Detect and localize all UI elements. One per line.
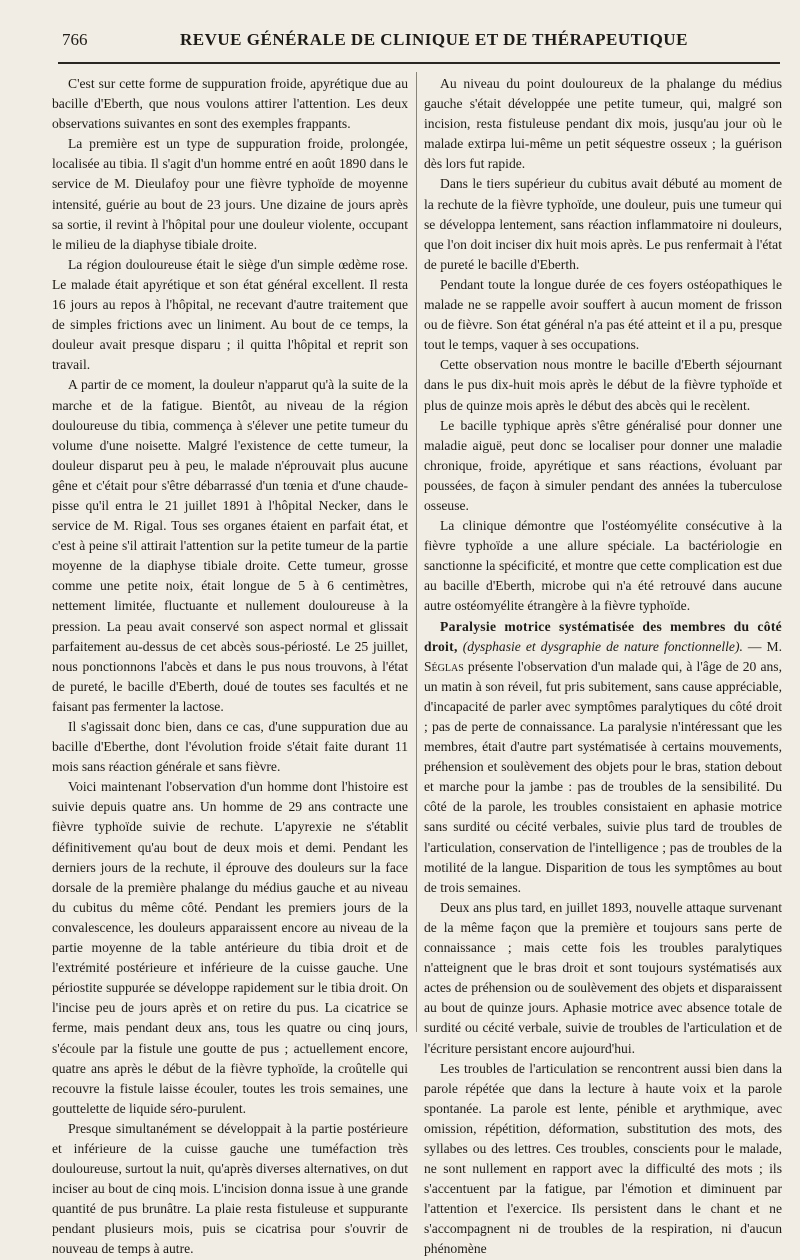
paragraph: Au niveau du point douloureux de la phalange du médius gauche s'était développée une petite tumeur, qui, malgré son incision, resta fistuleuse pendant dix mois, jusqu'au jour où le malade extirpa lui-même un petit séquestre osseux ; la guérison dès lors fut rapide. [424, 76, 782, 172]
column-divider [416, 72, 417, 1032]
paragraph: La première est un type de suppuration froide, prolongée, localisée au tibia. Il s'agit d'un homme entré en août 1890 dans le service de M. Dieulafoy pour une fièvre typhoïde de moyenne intensité, guérie au bout de 23 jours. Une dizaine de jours après sa sortie, il revint à l'hôpital pour une douleur violente, occupant le milieu de la diaphyse tibiale droite. [52, 136, 408, 252]
paragraph: La région douloureuse était le siège d'un simple œdème rose. Le malade était apyrétique et son état général excellent. Il resta 16 jours au repos à l'hôpital, ne recevant d'autre traitement que de simples frictions avec un liniment. Au bout de ce temps, la douleur avait presque disparu ; il quitta l'hôpital et reprit son travail. [52, 256, 408, 373]
page-number: 766 [62, 30, 88, 49]
section-dash: — [742, 638, 767, 654]
paragraph: Deux ans plus tard, en juillet 1893, nouvelle attaque survenant de la même façon que la première et toujours sans perte de connaissance ; mais cette fois les troubles paralytiques n'atteignent que le bras droit et sont toujours systématisés aux actes de préhension ou de soulèvement des objets et disparaissent au bout de quinze jours. Aphasie motrice avec absence totale de surdité ou cécité verbale, suivie de troubles de l'articulation et de l'écriture persistant encore aujourd'hui. [424, 899, 782, 1056]
paragraph: Presque simultanément se développait à la partie postérieure et inférieure de la cuisse gauche une tuméfaction très douloureuse, surtout la nuit, qu'après diverses alternatives, on dut inciser au bout de cinq mois. L'incision donna issue à une grande quantité de pus brunâtre. La plaie resta fistuleuse et suppurante pendant plusieurs mois, puis se cicatrisa pour s'ouvrir de nouveau de temps à autre. [52, 1120, 408, 1257]
section-subtitle: (dysphasie et dysgraphie de nature fonctionnelle). [462, 638, 743, 654]
section-title: Paralysie motrice systématisée des membres du côté droit, [424, 618, 782, 654]
right-column [424, 74, 783, 1257]
section-text: présente l'observation d'un malade qui, à l'âge de 20 ans, un matin à son réveil, fut pris subitement, sans cause appréciable, d'incapacité de parler avec symptômes paralytiques du côté droit ; pas de perte de connaissance. La paralysie n'intéressant que les membres, était d'autre part systématisée à certains mouvements, préhension et soulèvement des objets pour le bras, station debout et marche pour la jambe : pas de troubles de la sensibilité. Du côté de la parole, les troubles consistaient en aphasie motrice sans surdité ou cécité verbales, suivie plus tard de troubles de l'articulation, conservation de l'intelligence ; pas de troubles de la motilité de la langue. Disparition de tous les symptômes au bout de trois semaines. [424, 658, 782, 895]
paragraph: A partir de ce moment, la douleur n'apparut qu'à la suite de la marche et de la fatigue. Bientôt, au niveau de la région douloureuse du tibia, commença à s'élever une petite tumeur du volume d'une noisette. Malgré l'existence de cette tumeur, la douleur disparut peu à peu, le malade n'éprouvait plus aucune gêne et c'était pour s'être débarrassé d'un tœnia et d'une chaude-pisse qu'il entra le 21 juillet 1891 à l'hôpital Necker, dans le service de M. Rigal. Tous ses organes étaient en parfait état, et c'est à peine s'il attirait l'attention sur la petite tumeur de la partie moyenne de la diaphyse tibiale droite. Cette tumeur, grosse comme une petite noix, était longue de 5 à 6 centimètres, nettement limitée, fluctuante et nullement douloureuse à la pression. La peau avait conservé son aspect normal et glissait parfaitement au-dessus de cet abcès sous-périosté. Le 25 juillet, nous ponctionnons l'abcès et dans le pus nous trouvons, à l'état de pureté, le bacille d'Eberth, doué de toutes ses facultés et ne faisant pas fermenter la lactose. [52, 377, 408, 714]
paragraph: Les troubles de l'articulation se rencontrent aussi bien dans la parole répétée que dans la lecture à haute voix et la parole spontanée. La parole est lente, pénible et arythmique, avec omission, répétition, déformation, substitution des mots, des syllabes ou des lettres. Ces troubles, conscients pour le malade, ne sont nullement en rapport avec la difficulté des mots ; ils s'accentuent par la fatigue, par l'émotion et diminuent par l'attention et l'exercice. Ils persistent dans le chant et ne s'accompagnent ni de troubles de la respiration, ni d'aucun phénomène [424, 1060, 782, 1257]
paragraph: Il s'agissait donc bien, dans ce cas, d'une suppuration due au bacille d'Eberthe, dont l'évolution froide s'était faite durant 11 mois sans réaction générale et sans fièvre. [52, 719, 408, 775]
section-paragraph [424, 617, 782, 898]
header-rule [58, 62, 780, 64]
paragraph: Pendant toute la longue durée de ces foyers ostéopathiques le malade ne se rappelle avoir souffert à aucun moment de frisson ou de fièvre. Son état général n'a pas été atteint et il a pu, presque tout le temps, vaquer à ses occupations. [424, 276, 782, 353]
paragraph: C'est sur cette forme de suppuration froide, apyrétique due au bacille d'Eberth, que nous voulons attirer l'attention. Les deux observations suivantes en sont des exemples frappants. [52, 76, 408, 132]
paragraph: Cette observation nous montre le bacille d'Eberth séjournant dans le pus dix-huit mois après le début de la fièvre typhoïde et plus de quinze mois après le début des abcès qui le recèlent. [424, 357, 782, 413]
left-column [52, 74, 408, 1257]
page-header [60, 28, 785, 58]
paragraph: Dans le tiers supérieur du cubitus avait débuté au moment de la rechute de la fièvre typhoïde, une douleur, puis une tumeur qui se développa lentement, sans réaction inflammatoire ni douleurs, que l'on doit inciser dix huit mois après. Le pus renfermait à l'état de pureté le bacille d'Eberth. [424, 176, 782, 272]
running-title: REVUE GÉNÉRALE DE CLINIQUE ET DE THÉRAPEUTIQUE [180, 30, 688, 49]
paragraph: La clinique démontre que l'ostéomyélite consécutive à la fièvre typhoïde a une allure spéciale. La bactériologie en sanctionne la spécificité, et montre que cette complication est due au bacille d'Eberth, microbe qui n'a été retrouvé dans aucune autre ostéomyélite étrangère à la fièvre typhoïde. [424, 518, 782, 614]
section-author: M. Séglas [424, 638, 783, 674]
paragraph: Le bacille typhique après s'être généralisé pour donner une maladie aiguë, peut donc se localiser pour donner une maladie chronique, froide, apyrétique et sans réactions, évoluant par poussées, de façon à simuler pendant des années la tuberculose osseuse. [424, 417, 782, 513]
paragraph: Voici maintenant l'observation d'un homme dont l'histoire est suivie depuis quatre ans. Un homme de 29 ans contracte une fièvre typhoïde suivie de rechute. L'apyrexie ne s'établit définitivement qu'au bout de deux mois et demi. Pendant les derniers jours de la rechute, il éprouve des douleurs sur la face dorsale de la première phalange du médius gauche et au niveau du cubitus du même côté. Pendant les premiers jours de la convalescence, les douleurs apparaissent encore au niveau de la partie moyenne de la table antérieure du tibia droit et de l'extrémité postérieure et inférieure de la cuisse gauche. Une périostite suppurée se développe rapidement sur le tibia droit. On l'incise peu de jours après et on retire du pus. La cicatrice se ferme, mais pendant deux ans, tous les quatre ou cinq jours, s'écoule par la fistule une goutte de pus ; actuellement encore, quatre ans après le début de la fièvre typhoïde, la croûtelle qui recouvre la fistule laisse écouler, toutes les trois semaines, une gouttelette de liquide séro-purulent. [52, 779, 408, 1116]
